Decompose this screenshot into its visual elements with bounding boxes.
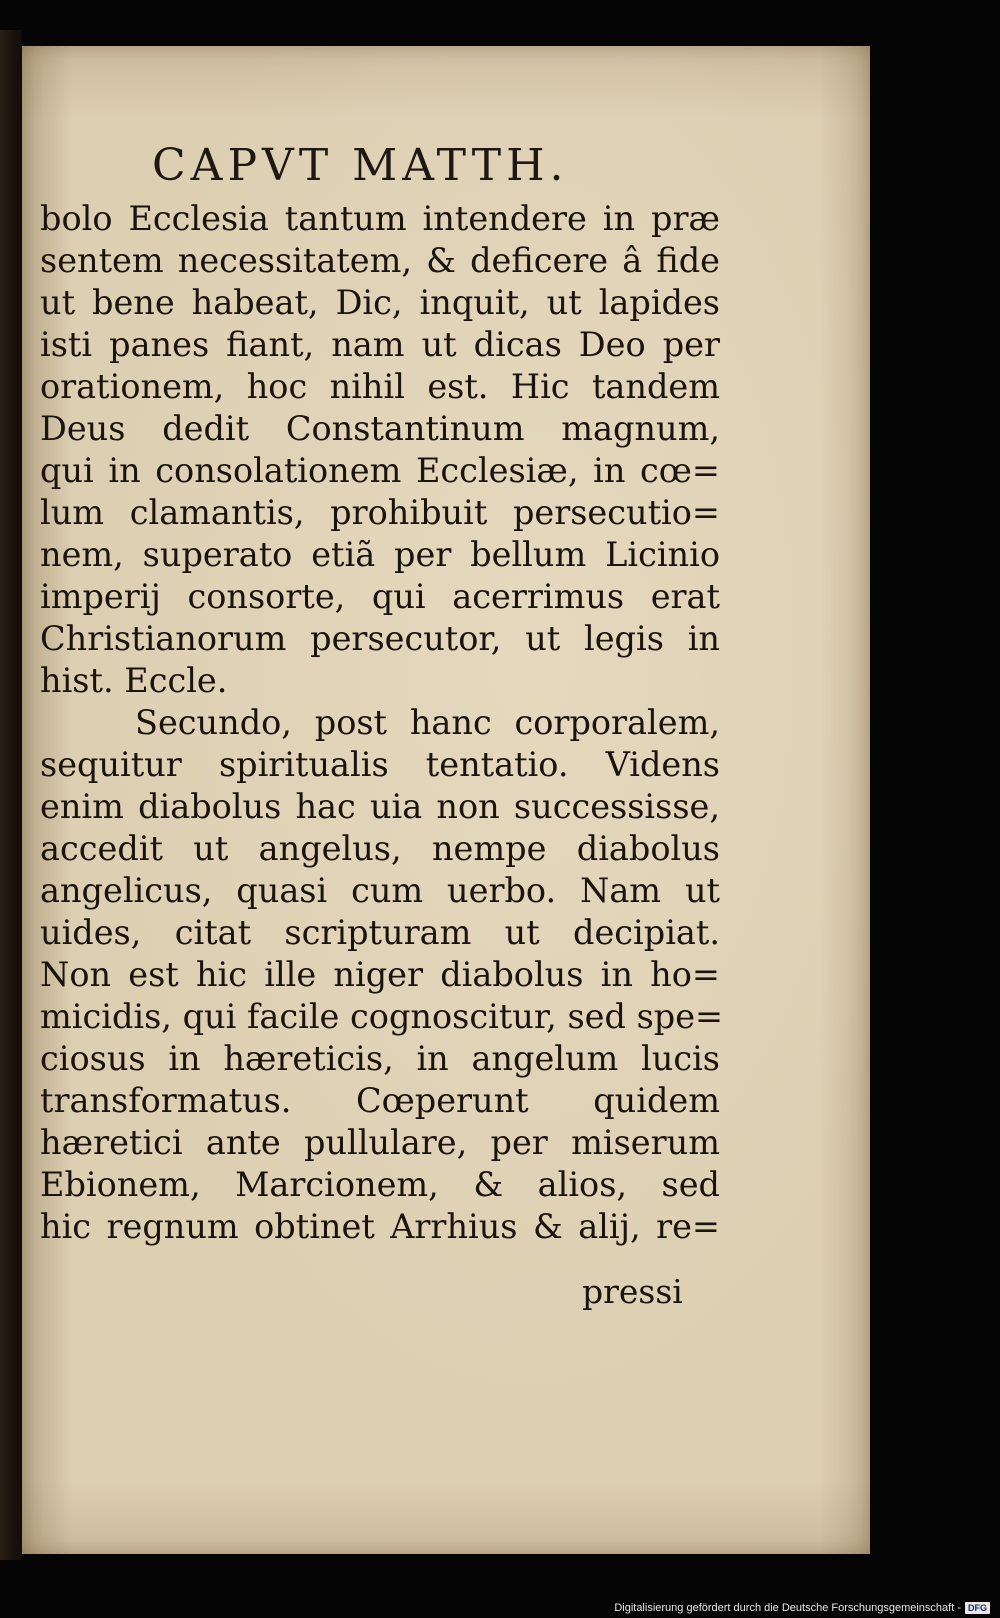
text-line: hic regnum obtinet Arrhius & alij, re= bbox=[40, 1207, 720, 1246]
text-line: orationem, hoc nihil est. Hic tandem bbox=[40, 367, 720, 406]
text-line: isti panes fiant, nam ut dicas Deo per bbox=[40, 325, 720, 364]
text-line: hist. Eccle. bbox=[40, 661, 228, 700]
digitization-credit bbox=[614, 1602, 990, 1614]
text-line: hæretici ante pullulare, per miserum bbox=[40, 1123, 720, 1162]
running-head: CAPVT MATTH. bbox=[152, 140, 569, 191]
text-line: Non est hic ille niger diabolus in ho= bbox=[40, 955, 720, 994]
text-line: Christianorum persecutor, ut legis in bbox=[40, 619, 720, 658]
text-line: micidis, qui facile cognoscitur, sed spe= bbox=[40, 997, 724, 1036]
text-line: sentem necessitatem, & deficere â fide bbox=[40, 241, 720, 280]
text-line: transformatus. Cœperunt quidem bbox=[40, 1081, 720, 1120]
text-line: angelicus, quasi cum uerbo. Nam ut bbox=[40, 871, 720, 910]
text-line: Secundo, post hanc corporalem, bbox=[135, 703, 720, 742]
dfg-logo-icon: DFG bbox=[965, 1602, 990, 1614]
book-binding-edge bbox=[0, 30, 22, 1560]
text-line: Ebionem, Marcionem, & alios, sed bbox=[40, 1165, 720, 1204]
text-line: sequitur spiritualis tentatio. Videns bbox=[40, 745, 720, 784]
credit-text: Digitalisierung gefördert durch die Deutsche Forschungsgemeinschaft - bbox=[614, 1602, 961, 1614]
text-line: nem, superato etiã per bellum Licinio bbox=[40, 535, 720, 574]
text-line: Deus dedit Constantinum magnum, bbox=[40, 409, 720, 448]
text-line: bolo Ecclesia tantum intendere in præ bbox=[40, 199, 720, 238]
text-line: accedit ut angelus, nempe diabolus bbox=[40, 829, 720, 868]
catchword: pressi bbox=[582, 1272, 683, 1311]
book-page bbox=[22, 46, 870, 1554]
body-text bbox=[40, 198, 724, 1248]
text-line: enim diabolus hac uia non successisse, bbox=[40, 787, 720, 826]
paragraphs-container bbox=[40, 198, 724, 1248]
text-line: imperij consorte, qui acerrimus erat bbox=[40, 577, 720, 616]
text-line: lum clamantis, prohibuit persecutio= bbox=[40, 493, 720, 532]
text-line: uides, citat scripturam ut decipiat. bbox=[40, 913, 720, 952]
text-line: qui in consolationem Ecclesiæ, in cœ= bbox=[40, 451, 720, 490]
text-line: ciosus in hæreticis, in angelum lucis bbox=[40, 1039, 720, 1078]
text-line: ut bene habeat, Dic, inquit, ut lapides bbox=[40, 283, 720, 322]
